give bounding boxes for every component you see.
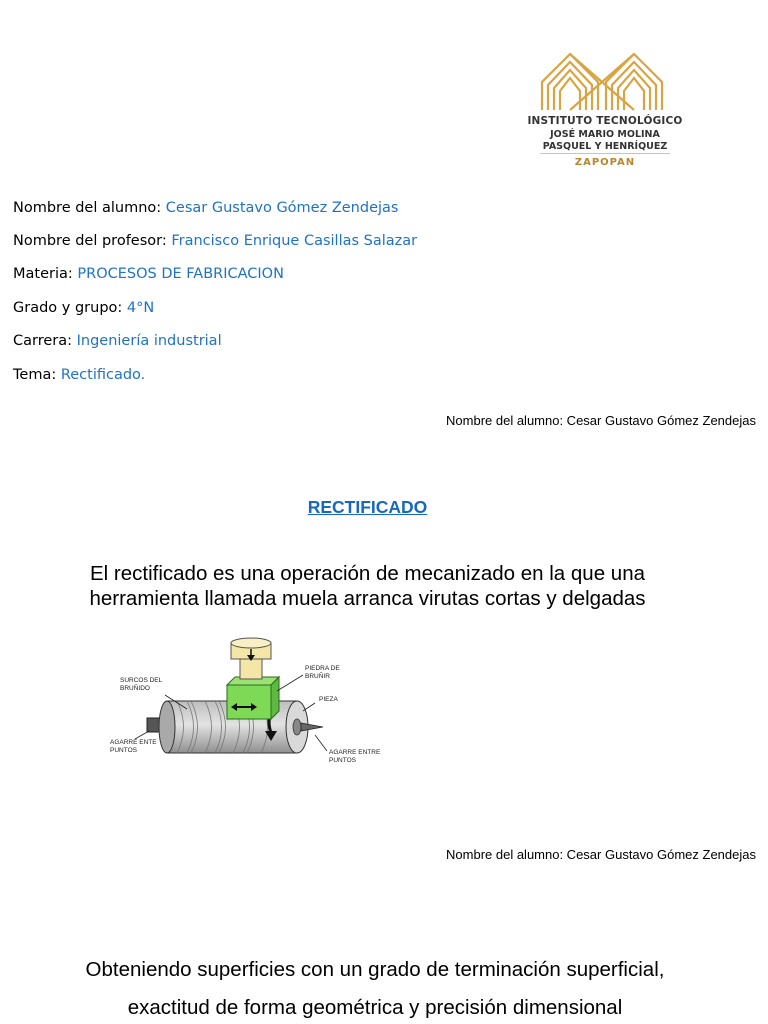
label-agarre-left: AGARRE ENTE PUNTOS (110, 739, 157, 754)
institute-logo (520, 40, 690, 175)
paragraph-result-line-2: exactitud de forma geométrica y precisión dimensional (127, 996, 623, 1019)
info-tema-label: Tema: (13, 367, 61, 383)
info-profesor (13, 233, 417, 249)
label-pieza: PIEZA (319, 696, 338, 703)
logo-line-2: JOSÉ MARIO MOLINA (550, 129, 660, 140)
logo-emblem-icon (540, 42, 670, 112)
paragraph-intro (0, 561, 735, 611)
info-materia-value: PROCESOS DE FABRICACION (77, 266, 284, 282)
info-carrera-label: Carrera: (13, 333, 77, 349)
info-tema (13, 367, 145, 383)
label-surcos: SURCOS DEL BRUÑIDO (120, 677, 163, 692)
info-grado-value: 4°N (126, 300, 155, 316)
paragraph-intro-line-1: El rectificado es una operación de mecanizado en la que una (89, 562, 645, 585)
info-alumno-value: Cesar Gustavo Gómez Zendejas (165, 200, 399, 216)
info-grado (13, 300, 154, 316)
page-footer-name-2: Nombre del alumno: Cesar Gustavo Gómez Zendejas (446, 847, 756, 862)
logo-divider (540, 153, 670, 154)
info-tema-value: Rectificado. (60, 367, 146, 383)
logo-line-3: PASQUEL Y HENRÍQUEZ (542, 141, 668, 152)
info-profesor-label: Nombre del profesor: (13, 233, 172, 249)
honing-diagram (105, 635, 395, 775)
logo-line-4: ZAPOPAN (574, 157, 636, 168)
info-materia-label: Materia: (13, 266, 78, 282)
label-agarre-right: AGARRE ENTRE PUNTOS (329, 749, 381, 764)
page-footer-name: Nombre del alumno: Cesar Gustavo Gómez Zendejas (446, 413, 756, 428)
paragraph-result-line-1: Obteniendo superficies con un grado de terminación superficial, (85, 958, 665, 981)
info-carrera (13, 333, 222, 349)
section-title[interactable]: RECTIFICADO (307, 497, 428, 517)
info-alumno (13, 200, 398, 216)
paragraph-intro-line-2: herramienta llamada muela arranca virutas cortas y delgadas (89, 587, 646, 610)
label-piedra: PIEDRA DE BRUÑIR (305, 665, 340, 680)
info-carrera-value: Ingeniería industrial (76, 333, 222, 349)
info-profesor-value: Francisco Enrique Casillas Salazar (171, 233, 418, 249)
info-materia (13, 266, 284, 282)
info-grado-label: Grado y grupo: (13, 300, 127, 316)
logo-line-1: INSTITUTO TECNOLÓGICO (527, 115, 683, 127)
info-alumno-label: Nombre del alumno: (13, 200, 166, 216)
